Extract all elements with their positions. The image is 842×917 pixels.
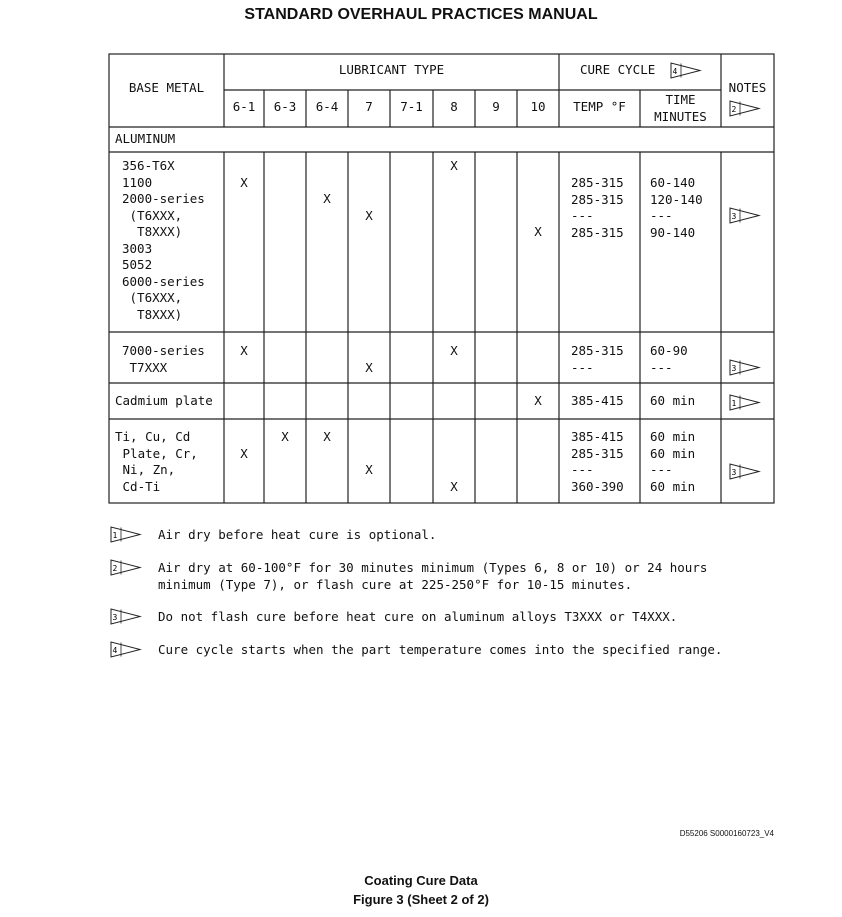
notes-header-flag-number: 2: [731, 105, 737, 114]
footnote-flag-icon: [110, 641, 142, 658]
temp-header: TEMP °F: [573, 99, 626, 114]
mark-cell: X: [365, 462, 373, 477]
cure-cycle-flag-icon: [670, 62, 702, 79]
time-cell-group-4: 60 min 60 min --- 60 min: [650, 429, 696, 494]
temp-cell-group-4: 385-415 285-315 --- 360-390: [571, 429, 624, 494]
base-metal-group-3: Cadmium plate: [115, 393, 213, 408]
mark-cell: X: [365, 360, 373, 375]
mark-cell: X: [450, 479, 458, 494]
temp-cell-group-1: 285-315 285-315 --- 285-315: [571, 175, 624, 240]
base-metal-group-2: 7000-series T7XXX: [122, 343, 205, 375]
mark-cell: X: [450, 158, 458, 173]
svg-text:1: 1: [731, 399, 737, 408]
lubricant-type-header: LUBRICANT TYPE: [338, 62, 445, 77]
time-cell-group-2: 60-90 ---: [650, 343, 688, 375]
note-flag-icon: [729, 359, 761, 376]
svg-text:3: 3: [731, 468, 737, 477]
mark-cell: X: [450, 343, 458, 358]
page-title: STANDARD OVERHAUL PRACTICES MANUAL: [244, 6, 598, 23]
lubricant-type-6-1: 6-1: [232, 99, 256, 114]
cure-cycle-flag-number: 4: [672, 67, 678, 76]
footnote-text: Air dry before heat cure is optional.: [158, 527, 437, 542]
svg-text:3: 3: [112, 613, 118, 622]
footnote-text: Air dry at 60-100°F for 30 minutes minimum (Types 6, 8 or 10) or 24 hours minimum (Type 7), or flash cure at 225-250°F for 10-15 minutes.: [158, 560, 708, 592]
note-flag-icon: [729, 463, 761, 480]
document-id: D55206 S0000160723_V4: [679, 829, 774, 838]
lubricant-type-7-1: 7-1: [400, 99, 423, 114]
svg-text:3: 3: [731, 212, 737, 221]
cure-cycle-header: CURE CYCLE: [580, 62, 656, 77]
section-label-aluminum: ALUMINUM: [115, 131, 176, 146]
svg-text:4: 4: [112, 646, 118, 655]
lubricant-type-6-3: 6-3: [273, 99, 297, 114]
time-header: TIME MINUTES: [654, 92, 707, 124]
lubricant-type-10: 10: [530, 99, 546, 114]
mark-cell: X: [281, 429, 289, 444]
lubricant-type-9: 9: [492, 99, 500, 114]
footnote-text: Cure cycle starts when the part temperature comes into the specified range.: [158, 642, 723, 657]
notes-header: NOTES: [728, 80, 767, 95]
lubricant-type-6-4: 6-4: [315, 99, 339, 114]
mark-cell: X: [323, 429, 331, 444]
footnote-flag-icon: [110, 559, 142, 576]
temp-cell-group-2: 285-315 ---: [571, 343, 624, 375]
footnote-flag-icon: [110, 526, 142, 543]
note-flag-icon: [729, 207, 761, 224]
note-flag-icon: [729, 394, 761, 411]
mark-cell: X: [323, 191, 331, 206]
lubricant-type-7: 7: [365, 99, 373, 114]
lubricant-type-8: 8: [450, 99, 458, 114]
temp-cell-group-3: 385-415: [571, 393, 624, 408]
mark-cell: X: [240, 343, 248, 358]
footnote-text: Do not flash cure before heat cure on aluminum alloys T3XXX or T4XXX.: [158, 609, 678, 624]
footnote-flag-icon: [110, 608, 142, 625]
mark-cell: X: [365, 208, 373, 223]
svg-text:3: 3: [731, 364, 737, 373]
mark-cell: X: [534, 393, 542, 408]
mark-cell: X: [240, 446, 248, 461]
mark-cell: X: [534, 224, 542, 239]
time-cell-group-3: 60 min: [650, 393, 696, 408]
time-cell-group-1: 60-140 120-140 --- 90-140: [650, 175, 703, 240]
figure-caption-title: Coating Cure Data: [364, 873, 478, 888]
base-metal-header: BASE METAL: [128, 80, 205, 95]
figure-caption-number: Figure 3 (Sheet 2 of 2): [353, 892, 489, 907]
base-metal-group-1: 356-T6X 1100 2000-series (T6XXX, T8XXX) 3003 5052 6000-series (T6XXX, T8XXX): [122, 158, 205, 322]
notes-header-flag-icon: [729, 100, 761, 117]
svg-text:1: 1: [112, 531, 118, 540]
svg-text:2: 2: [112, 564, 118, 573]
base-metal-group-4: Ti, Cu, Cd Plate, Cr, Ni, Zn, Cd-Ti: [115, 429, 198, 494]
mark-cell: X: [240, 175, 248, 190]
